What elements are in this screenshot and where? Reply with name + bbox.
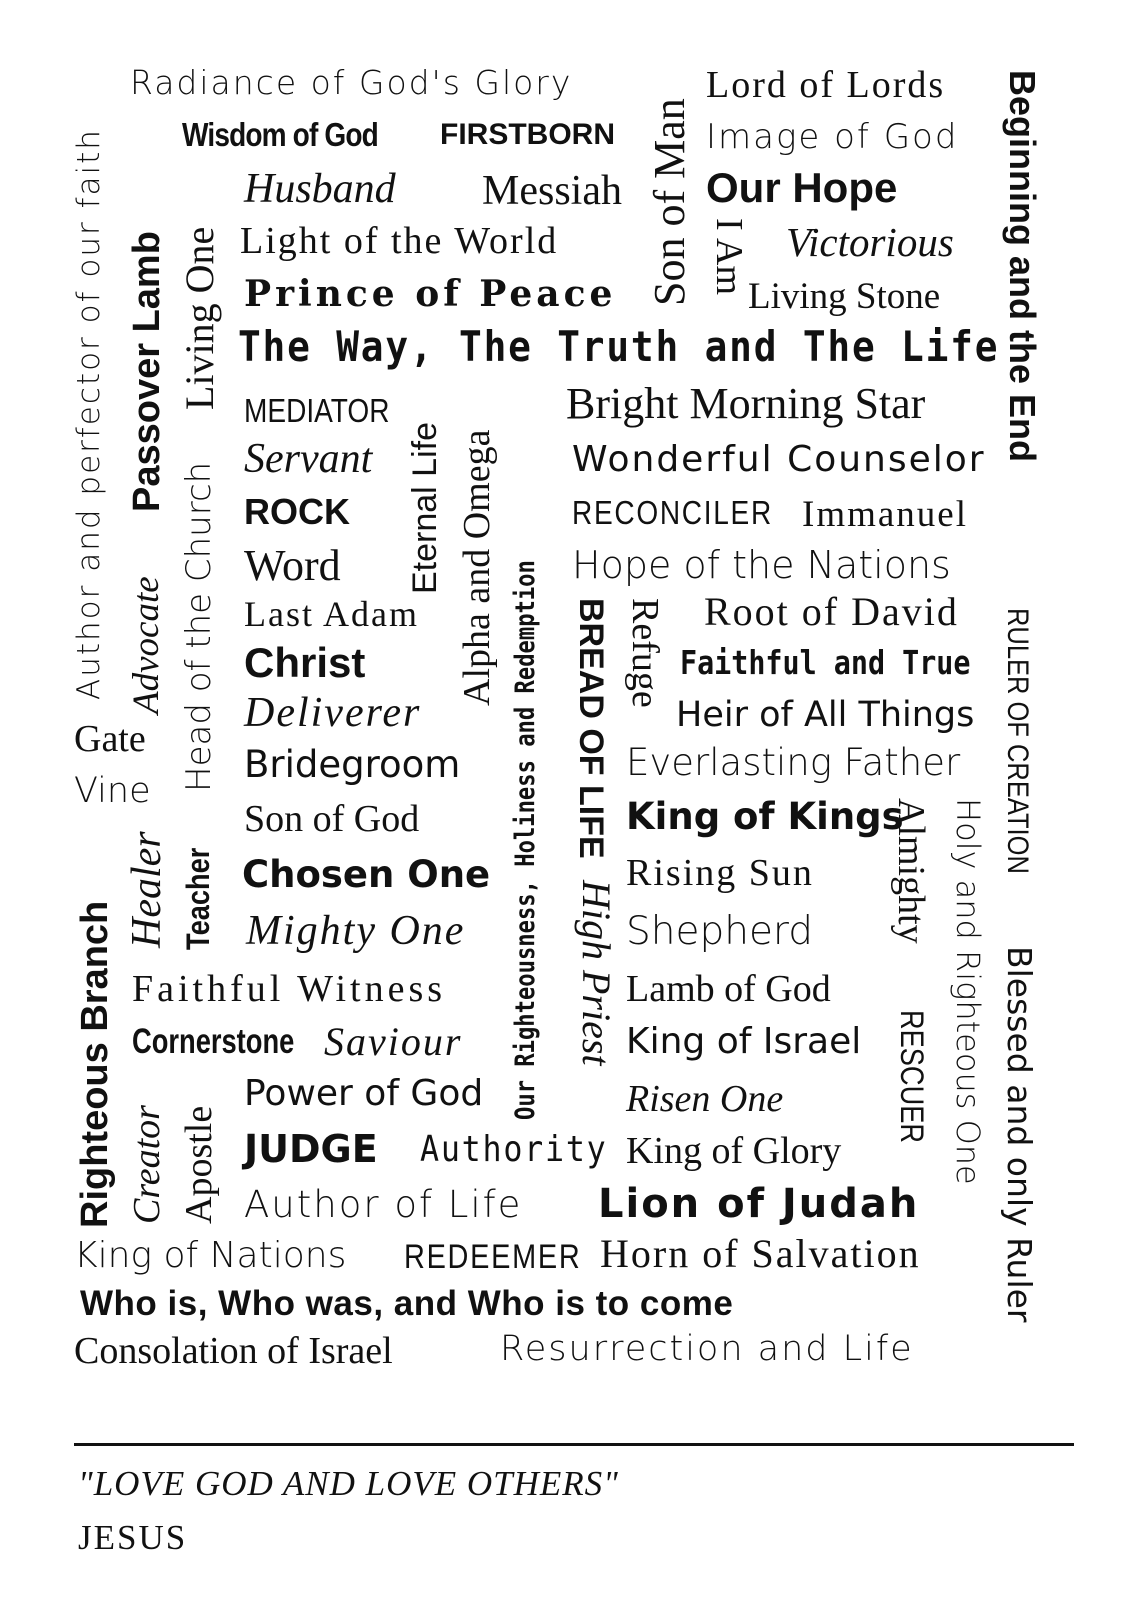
word-mighty: Mighty One [246,908,466,954]
word-king-glory: King of Glory [626,1130,842,1172]
footer-quote: "LOVE GOD AND LOVE OTHERS" [78,1464,619,1503]
word-king-nations: King of Nations [74,1235,347,1276]
word-husband: Husband [244,166,396,212]
word-king-kings: King of Kings [626,795,904,838]
word-image: Image of God [706,117,959,157]
footer-attribution: JESUS [78,1518,188,1557]
word-ruler-creation: RULER OF CREATION [1001,608,1034,874]
word-last-adam: Last Adam [244,594,419,634]
word-apostle: Apostle [178,1105,220,1224]
word-redeemer: REDEEMER [404,1238,582,1276]
word-consolation: Consolation of Israel [74,1330,393,1372]
word-who-is: Who is, Who was, and Who is to come [80,1284,734,1323]
word-judge: JUDGE [244,1127,378,1171]
word-radiance: Radiance of God's Glory [130,63,573,102]
word-horn: Horn of Salvation [600,1231,921,1276]
word-healer: Healer [124,831,170,948]
word-our-hope: Our Hope [706,164,898,211]
word-root-david: Root of David [704,589,959,634]
word-alpha: Alpha and Omega [456,429,498,706]
word-heir: Heir of All Things [676,695,975,735]
word-refuge: Refuge [624,598,666,708]
word-mediator: MEDIATOR [244,392,390,429]
word-hope-nations: Hope of the Nations [572,543,951,587]
word-reconciler: RECONCILER [572,494,773,531]
word-deliverer: Deliverer [244,690,422,736]
word-resurrection: Resurrection and Life [500,1329,914,1369]
word-wonderful: Wonderful Counselor [572,439,986,480]
word-risen: Risen One [626,1078,784,1120]
word-faithful-true: Faithful and True [680,643,971,682]
word-rescuer: RESCUER [894,1010,930,1143]
word-bright-star: Bright Morning Star [566,379,926,428]
word-living-one: Living One [177,226,222,410]
word-authority: Authority [420,1129,608,1170]
word-head-church: Head of the Church [179,461,219,792]
word-holy-righteous: Holy and Righteous One [949,798,987,1185]
word-wisdom: Wisdom of God [182,116,378,153]
word-son-of-man: Son of Man [645,98,694,306]
word-saviour: Saviour [324,1019,463,1064]
word-chosen: Chosen One [242,853,491,896]
word-author-perfector: Author and perfector of our faith [71,128,107,700]
word-lamb-god: Lamb of God [626,968,831,1010]
word-cornerstone: Cornerstone [132,1022,295,1061]
word-christ: Christ [244,639,366,686]
word-vine: Vine [74,771,151,811]
word-almighty: Almighty [890,798,932,944]
word-power-god: Power of God [244,1073,484,1114]
word-gate: Gate [74,718,146,760]
word-advocate: Advocate [126,576,167,714]
word-servant: Servant [244,436,373,482]
word-bridegroom: Bridegroom [244,743,461,786]
word-messiah: Messiah [482,168,622,214]
word-king-israel: King of Israel [626,1021,862,1062]
word-prince: Prince of Peace [244,273,617,315]
word-shepherd: Shepherd [626,909,814,954]
word-i-am: I Am [708,218,750,296]
word-teacher: Teacher [180,847,216,950]
word-bread: BREAD OF LIFE [572,598,610,859]
word-everlasting: Everlasting Father [626,741,961,784]
word-victorious: Victorious [786,219,954,265]
word-creator: Creator [126,1105,168,1224]
word-lord-of-lords: Lord of Lords [706,64,946,106]
word-light: Light of the World [240,220,559,262]
word-faithful-witness: Faithful Witness [132,968,447,1010]
word-beginning: Beginning and the End [1002,70,1043,462]
word-living-stone: Living Stone [748,276,941,317]
word-word: Word [244,541,341,590]
footer-divider [74,1443,1074,1446]
word-high-priest: High Priest [574,880,619,1066]
word-author-life: Author of Life [244,1183,523,1226]
word-firstborn: FIRSTBORN [440,118,615,151]
word-rock: ROCK [244,491,350,532]
word-blessed-ruler: Blessed and only Ruler [1000,946,1039,1323]
word-passover: Passover Lamb [126,231,168,512]
word-immanuel: Immanuel [802,494,969,535]
word-son-of-god: Son of God [244,798,420,840]
word-righteous-branch: Righteous Branch [74,900,116,1228]
word-our-righteousness: Our Righteousness, Holiness and Redemption [510,560,541,1120]
word-eternal-life: Eternal Life [406,422,444,594]
word-way: The Way, The Truth and The Life [238,322,1000,371]
word-lion: Lion of Judah [598,1181,920,1227]
word-rising-sun: Rising Sun [626,852,814,894]
